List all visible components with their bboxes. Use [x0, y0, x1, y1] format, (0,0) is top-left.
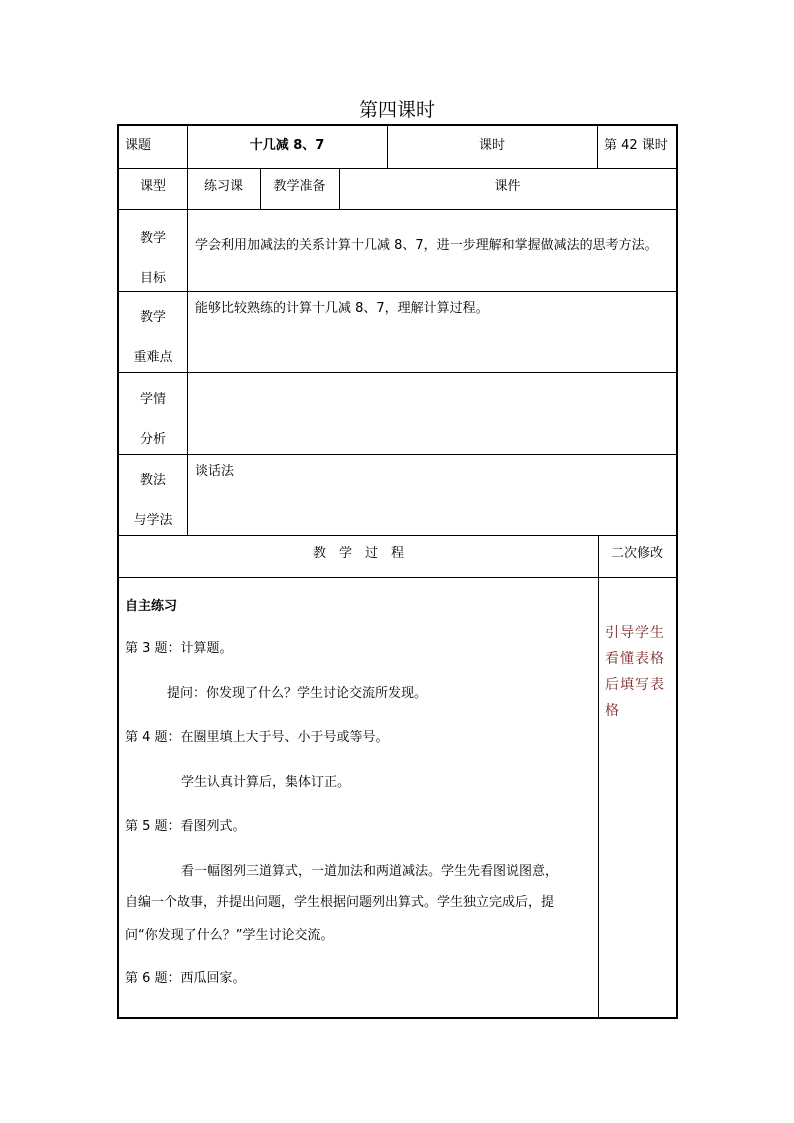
- process-line-q5-desc-1: 看一幅图列三道算式，一道加法和两道减法。学生先看图说图意，: [181, 864, 559, 879]
- topic-value: 十几减 8、7: [249, 138, 325, 153]
- revision-note: [605, 620, 675, 724]
- analysis-label-line-1: 学情: [139, 392, 166, 407]
- period-label: 课时: [478, 138, 505, 153]
- key-label: [119, 298, 187, 378]
- revision-note-line-1: 引导学生: [605, 625, 665, 641]
- process-line-q5-desc-3: 问“你发现了什么？”学生讨论交流。: [125, 928, 334, 943]
- type-value: 练习课: [203, 179, 243, 194]
- process-line-q6: 第 6 题：西瓜回家。: [125, 971, 246, 986]
- page-title: 第四课时: [358, 99, 435, 121]
- goal-label-line-2: 目标: [139, 271, 166, 286]
- type-label: 课型: [139, 179, 166, 194]
- key-label-line-1: 教学: [139, 310, 166, 325]
- prep-value: 课件: [494, 179, 521, 194]
- method-label: [119, 461, 187, 541]
- topic-label: 课题: [125, 138, 152, 153]
- method-label-line-2: 与学法: [133, 513, 173, 528]
- process-line-q3-ask: 提问：你发现了什么？学生讨论交流所发现。: [167, 686, 428, 701]
- prep-label: 教学准备: [273, 179, 326, 194]
- key-label-line-2: 重难点: [133, 350, 173, 365]
- process-line-q5: 第 5 题：看图列式。: [125, 819, 246, 834]
- key-text: 能够比较熟练的计算十几减 8、7，理解计算过程。: [195, 301, 489, 316]
- revision-note-line-3: 后填写表: [605, 677, 665, 693]
- process-line-q5-desc-2: 自编一个故事，并提出问题，学生根据问题列出算式。学生独立完成后，提: [125, 895, 555, 910]
- goal-label: [119, 219, 187, 299]
- revision-note-line-2: 看懂表格: [605, 651, 665, 667]
- process-line-practice: 自主练习: [125, 599, 178, 614]
- goal-text: 学会利用加减法的关系计算十几减 8、7，进一步理解和掌握做减法的思考方法。: [195, 238, 658, 253]
- method-label-line-1: 教法: [139, 473, 166, 488]
- analysis-label: [119, 380, 187, 460]
- process-line-q3: 第 3 题：计算题。: [125, 641, 233, 656]
- lesson-plan-table: [117, 124, 678, 1019]
- process-line-q4-note: 学生认真计算后，集体订正。: [181, 775, 351, 790]
- revision-heading: 二次修改: [610, 546, 663, 561]
- process-line-q4: 第 4 题：在圈里填上大于号、小于号或等号。: [125, 730, 389, 745]
- process-heading: 教 学 过 程: [312, 546, 404, 561]
- method-text: 谈话法: [195, 464, 235, 479]
- revision-note-line-4: 格: [605, 703, 620, 719]
- analysis-label-line-2: 分析: [139, 432, 166, 447]
- period-value: 第 42 课时: [604, 138, 668, 153]
- goal-label-line-1: 教学: [139, 231, 166, 246]
